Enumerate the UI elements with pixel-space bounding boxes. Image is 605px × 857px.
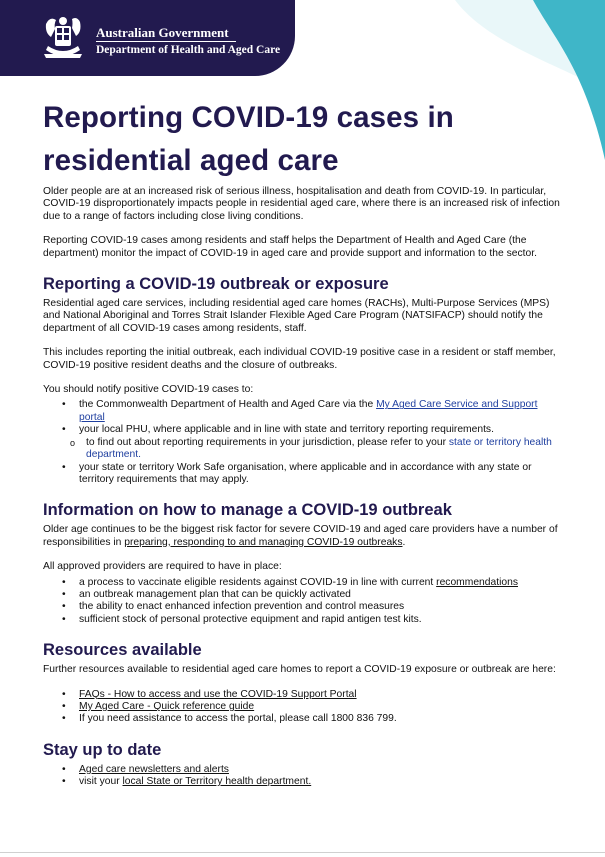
heading-resources: Resources available (43, 641, 202, 660)
list-item: • visit your local State or Territory health department. (78, 776, 563, 788)
page-bottom-rule (0, 852, 605, 853)
faqs-support-portal-link[interactable]: FAQs - How to access and use the COVID-19 Support Portal (79, 688, 357, 700)
list-item: • a process to vaccinate eligible residents against COVID-19 in line with current recommendations (78, 577, 563, 589)
list-item (78, 701, 563, 713)
list-item: • the ability to enact enhanced infection prevention and control measures (78, 601, 563, 613)
list-item: • If you need assistance to access the portal, please call 1800 836 799. (78, 713, 563, 725)
notify-sublist (85, 437, 563, 462)
heading-manage-outbreak: Information on how to manage a COVID-19 outbreak (43, 501, 452, 520)
manage-paragraph-1: Older age continues to be the biggest risk factor for severe COVID-19 and aged care providers have a number of responsibilities in preparing, responding to and managing COVID-19 outbreaks. (43, 524, 558, 548)
local-health-department-link[interactable]: local State or Territory health department. (122, 776, 312, 788)
intro-paragraph-1: Older people are at an increased risk of serious illness, hospitalisation and death from COVID-19. In particular, COVID-19 disproportionately impacts people in residential aged care, where there is an increased risk of infection due to a range of factors including close living conditions. (43, 186, 560, 222)
header-band (0, 0, 295, 76)
document-body (43, 96, 563, 789)
list-item (78, 689, 563, 701)
heading-stay-up-to-date: Stay up to date (43, 740, 162, 759)
manage-paragraph-2: All approved providers are required to have in place: (43, 561, 282, 573)
requirements-list (78, 577, 563, 627)
list-item: • the Commonwealth Department of Health and Aged Care via the My Aged Care Service and Support portal (78, 399, 563, 424)
outbreak-paragraph-3: You should notify positive COVID-19 cases to: (43, 384, 254, 396)
outbreak-paragraph-2: This includes reporting the initial outbreak, each individual COVID-19 positive case in a resident or staff member, COVID-19 positive resident deaths and the closure of outbreaks. (43, 347, 556, 371)
managing-outbreaks-link[interactable]: preparing, responding to and managing COVID-19 outbreaks (124, 536, 403, 548)
newsletters-alerts-link[interactable]: Aged care newsletters and alerts (79, 763, 229, 775)
list-item: o to find out about reporting requirements in your jurisdiction, please refer to your state or territory health department. (85, 437, 563, 462)
update-list (78, 764, 563, 789)
intro-paragraph-2: Reporting COVID-19 cases among residents and staff helps the Department of Health and Aged Care (the department) monitor the impact of COVID-19 in aged care and provide support and information to the sector. (43, 235, 537, 259)
list-item: • sufficient stock of personal protective equipment and rapid antigen test kits. (78, 614, 563, 626)
outbreak-paragraph-1: Residential aged care services, including residential aged care homes (RACHs), Multi-Purpose Services (MPS) and National Aboriginal and Torres Strait Islander Flexible Aged Care Program (NATSIFACP) should notify the department of all COVID-19 cases among residents, staff. (43, 298, 550, 334)
quick-reference-guide-link[interactable]: My Aged Care - Quick reference guide (79, 700, 255, 712)
notify-list-continued (78, 462, 563, 487)
government-name: Australian Government (96, 25, 229, 40)
page-title: Reporting COVID-19 cases in residential aged care (43, 101, 454, 177)
header-divider (96, 41, 236, 42)
list-item: • your local PHU, where applicable and in line with state and territory reporting requirements. (78, 424, 563, 436)
recommendations-link[interactable]: recommendations (436, 576, 518, 588)
my-aged-care-portal-link[interactable]: My Aged Care Service and Support portal (79, 399, 538, 423)
state-health-department-link[interactable]: state or territory health department. (86, 436, 552, 461)
notify-list (78, 399, 563, 436)
list-item (78, 764, 563, 776)
coat-of-arms-icon (36, 12, 90, 66)
heading-reporting-outbreak: Reporting a COVID-19 outbreak or exposure (43, 275, 389, 294)
list-item: • your state or territory Work Safe organisation, where applicable and in accordance with any state or territory requirements that may apply. (78, 462, 563, 487)
department-name: Department of Health and Aged Care (96, 44, 281, 56)
resources-paragraph: Further resources available to residential aged care homes to report a COVID-19 exposure or outbreak are here: (43, 664, 556, 676)
list-item: • an outbreak management plan that can be quickly activated (78, 589, 563, 601)
resources-list (78, 689, 563, 726)
